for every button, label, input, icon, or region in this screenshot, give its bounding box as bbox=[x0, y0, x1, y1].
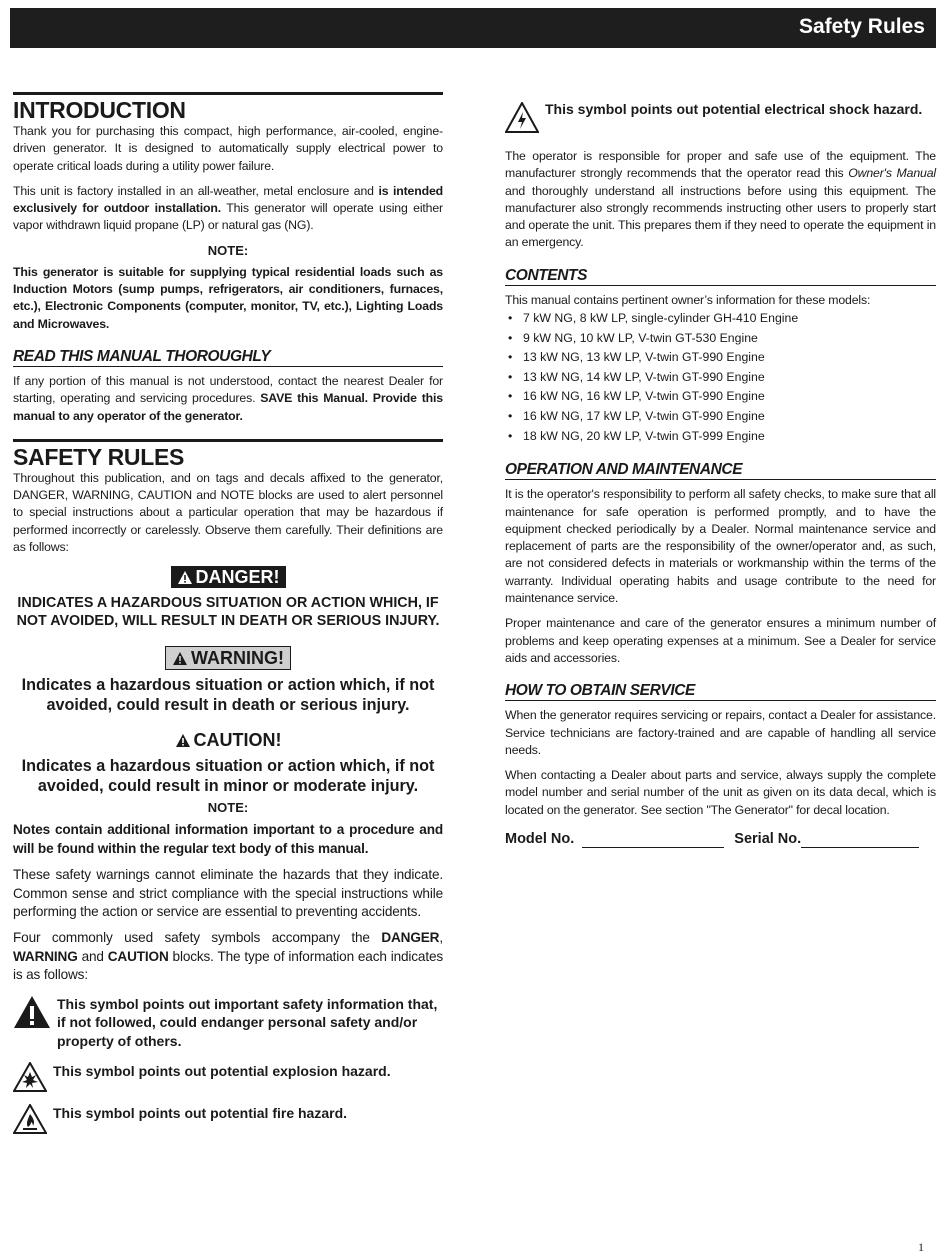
electrical-symbol-row bbox=[505, 100, 936, 134]
warning-triangle-icon bbox=[177, 570, 193, 585]
header-bar bbox=[10, 8, 936, 48]
safety-note-label: NOTE: bbox=[207, 800, 249, 816]
safety-rules-paragraph-2: These safety warnings cannot eliminate the hazards that they indicate. Common sense and strict compliance with the special instructions while performing the action or service are essential to preventing accidents. bbox=[13, 867, 443, 919]
operator-paragraph: The operator is responsible for proper and safe use of the equipment. The manufacturer strongly recommends that the operator read this Owner's Manual and thoroughly understand all instructions before using this equipment. The manufacturer also strongly recommends instructing other users to properly start and operate the unit. This prepares them if they need to operate the equipment in an emergency. bbox=[505, 149, 936, 250]
model-serial-fields bbox=[505, 831, 936, 848]
electrical-shock-icon bbox=[505, 102, 539, 134]
serial-number-label: Serial No. bbox=[734, 830, 802, 847]
read-manual-text: If any portion of this manual is not understood, contact the nearest Dealer for starting, operating and servicing procedures. SAVE this Manual. Provide this manual to any operator of the generator. bbox=[13, 373, 443, 423]
list-item: • 7 kW NG, 8 kW LP, single-cylinder GH-410 Engine bbox=[505, 309, 936, 329]
serial-number-field[interactable] bbox=[801, 831, 919, 848]
page-section-title: Safety Rules bbox=[798, 15, 925, 38]
models-list bbox=[505, 309, 936, 446]
operation-paragraph-2: Proper maintenance and care of the generator ensures a minimum number of problems and keep operating expenses at a minimum. See a Dealer for service aids and accessories. bbox=[505, 616, 936, 665]
operation-heading: OPERATION AND MAINTENANCE bbox=[505, 460, 936, 480]
list-item: • 16 kW NG, 16 kW LP, V-twin GT-990 Engine bbox=[505, 387, 936, 407]
intro-paragraph-1: Thank you for purchasing this compact, high performance, air-cooled, engine-driven generator. It is designed to automatically supply electrical power to operate critical loads during a utility power failure. bbox=[13, 124, 443, 173]
model-number-label: Model No. bbox=[505, 830, 575, 847]
danger-definition: INDICATES A HAZARDOUS SITUATION OR ACTION WHICH, IF NOT AVOIDED, WILL RESULT IN DEATH OR SERIOUS INJURY. bbox=[16, 595, 440, 630]
safety-symbol-row bbox=[13, 995, 443, 1051]
safety-rules-paragraph-3: Four commonly used safety symbols accompany the DANGER, WARNING and CAUTION blocks. The type of information each indicates is as follows: bbox=[13, 930, 444, 983]
safety-symbol-text: This symbol points out important safety information that, if not followed, could endanger personal safety and/or property of others. bbox=[57, 995, 438, 1049]
danger-signal-word: DANGER! bbox=[171, 566, 286, 588]
warning-definition: Indicates a hazardous situation or action which, if not avoided, could result in death or serious injury. bbox=[21, 676, 435, 714]
fire-symbol-text: This symbol points out potential fire hazard. bbox=[53, 1105, 348, 1122]
list-item: • 13 kW NG, 14 kW LP, V-twin GT-990 Engine bbox=[505, 368, 936, 388]
service-heading: HOW TO OBTAIN SERVICE bbox=[505, 681, 936, 701]
warning-triangle-icon bbox=[172, 651, 188, 666]
intro-note-label: NOTE: bbox=[207, 242, 249, 258]
explosion-symbol-text: This symbol points out potential explosion hazard. bbox=[53, 1063, 391, 1080]
operation-paragraph-1: It is the operator's responsibility to perform all safety checks, to make sure that all maintenance for safe operation is performed promptly, and to have the equipment checked periodically by a Dealer. Normal maintenance service and replacement of parts are the responsibility of the owner/operator and, as such, are not considered defects in materials or workmanship within the terms of the warranty. Individual operating habits and usage contribute to the need for maintenance service. bbox=[505, 487, 936, 606]
model-number-field[interactable] bbox=[582, 831, 724, 848]
read-manual-heading: READ THIS MANUAL THOROUGHLY bbox=[13, 347, 443, 367]
page-number: 1 bbox=[918, 1240, 924, 1254]
caution-definition: Indicates a hazardous situation or action which, if not avoided, could result in minor or moderate injury. bbox=[21, 757, 435, 795]
service-paragraph-1: When the generator requires servicing or repairs, contact a Dealer for assistance. Service technicians are factory-trained and are capable of handling all service needs. bbox=[505, 708, 936, 757]
safety-rules-heading: SAFETY RULES bbox=[13, 443, 185, 470]
service-paragraph-2: When contacting a Dealer about parts and service, always supply the complete model number and serial number of the unit as given on its data decal, which is located on the generator. See section "The Generator" for decal location. bbox=[505, 768, 936, 817]
left-column bbox=[13, 92, 443, 1146]
explosion-icon bbox=[13, 1062, 47, 1092]
list-item: • 9 kW NG, 10 kW LP, V-twin GT-530 Engine bbox=[505, 329, 936, 349]
warning-signal-word: WARNING! bbox=[165, 646, 291, 670]
safety-note-text: Notes contain additional information important to a procedure and will be found within the regular text body of this manual. bbox=[13, 822, 443, 856]
electrical-symbol-text: This symbol points out potential electrical shock hazard. bbox=[545, 101, 923, 117]
fire-icon bbox=[13, 1104, 47, 1134]
warning-triangle-icon bbox=[175, 733, 191, 748]
intro-paragraph-2: This unit is factory installed in an all-weather, metal enclosure and is intended exclusively for outdoor installation. This generator will operate using either vapor withdrawn liquid propane (LP) or natural gas (NG). bbox=[13, 183, 443, 233]
list-item: • 16 kW NG, 17 kW LP, V-twin GT-990 Engine bbox=[505, 407, 936, 427]
warning-triangle-icon bbox=[13, 995, 51, 1029]
list-item: • 13 kW NG, 13 kW LP, V-twin GT-990 Engine bbox=[505, 348, 936, 368]
list-item: • 18 kW NG, 20 kW LP, V-twin GT-999 Engine bbox=[505, 427, 936, 447]
safety-rules-paragraph-1: Throughout this publication, and on tags and decals affixed to the generator, DANGER, WARNING, CAUTION and NOTE blocks are used to alert personnel to special instructions about a particular operation that may be hazardous if performed incorrectly or carelessly. Observe them carefully. Their definitions are as follows: bbox=[13, 470, 443, 555]
fire-symbol-row bbox=[13, 1104, 443, 1134]
explosion-symbol-row bbox=[13, 1062, 443, 1092]
contents-intro: This manual contains pertinent owner’s information for these models: bbox=[505, 292, 871, 307]
right-column bbox=[505, 100, 936, 848]
intro-note-text: This generator is suitable for supplying typical residential loads such as Induction Motors (sump pumps, refrigerators, air conditioners, furnaces, etc.), Electronic Components (computer, monitor, TV, etc.), Lighting Loads and Microwaves. bbox=[13, 264, 443, 331]
introduction-heading: INTRODUCTION bbox=[13, 97, 186, 123]
contents-heading: CONTENTS bbox=[505, 266, 936, 286]
caution-signal-word: CAUTION! bbox=[169, 729, 288, 751]
